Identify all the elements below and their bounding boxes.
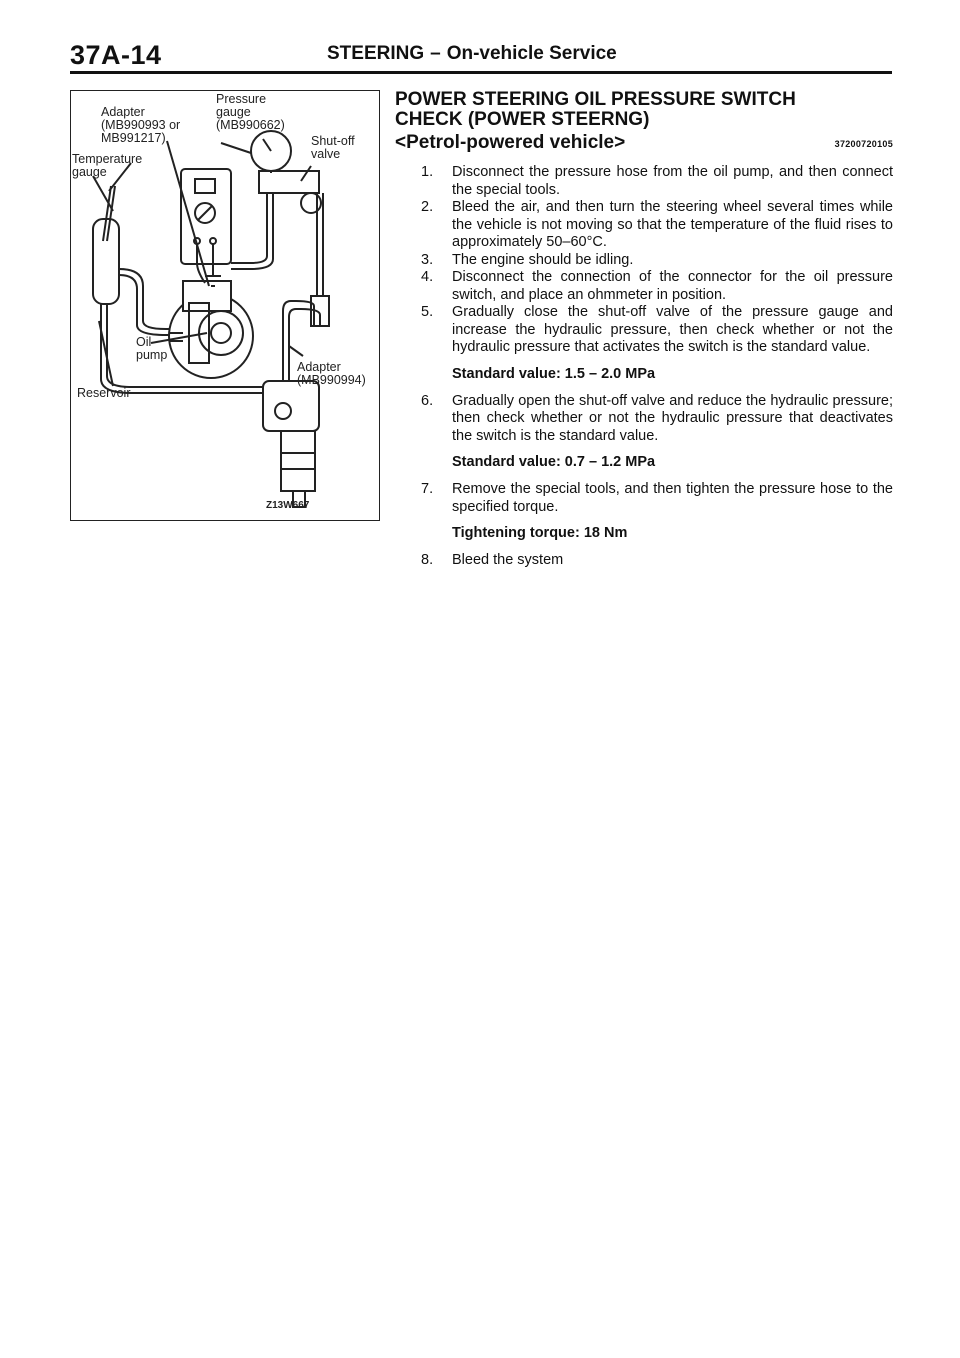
callout-adapter-left: Adapter (MB990993 or MB991217) bbox=[101, 105, 181, 145]
step-number: 5. bbox=[421, 304, 434, 320]
vehicle-subtitle: <Petrol-powered vehicle> bbox=[395, 132, 626, 153]
step-5 bbox=[395, 304, 893, 357]
step-number: 8. bbox=[421, 552, 434, 568]
header-rule bbox=[70, 71, 892, 74]
step-text: Bleed the system bbox=[452, 552, 564, 568]
callout-shutoff-valve: Shut-off valve bbox=[311, 134, 355, 161]
callout-oil-pump: Oil pump bbox=[136, 335, 168, 362]
oil-pressure-switch-illustration bbox=[70, 90, 380, 521]
step-text: Disconnect the pressure hose from the oil pump, and then connect the special tools. bbox=[452, 164, 893, 198]
step-text: Gradually close the shut-off valve of the pressure gauge and increase the hydraulic pressure, then check whether or not the hydraulic pressure that activates the switch is the standard value. bbox=[452, 304, 893, 355]
tightening-torque: Tightening torque: 18 Nm bbox=[452, 525, 628, 541]
procedure-steps-continued-2 bbox=[395, 481, 893, 516]
step-number: 2. bbox=[421, 199, 434, 215]
section-title-line1: POWER STEERING OIL PRESSURE SWITCH bbox=[395, 89, 796, 110]
standard-value-activate: Standard value: 1.5 – 2.0 MPa bbox=[452, 365, 656, 382]
figure-code: Z13W667 bbox=[266, 500, 310, 511]
step-4 bbox=[395, 269, 893, 304]
step-number: 6. bbox=[421, 392, 434, 409]
callout-adapter-right: Adapter (MB990994) bbox=[297, 360, 366, 387]
step-text: The engine should be idling. bbox=[452, 251, 634, 268]
step-number: 7. bbox=[421, 481, 434, 497]
step-text: Remove the special tools, and then tighten the pressure hose to the specified torque. bbox=[452, 481, 893, 515]
step-text: Gradually open the shut-off valve and reduce the hydraulic pressure; then check whether or not the hydraulic pressure that deactivates the switch is the standard value. bbox=[452, 392, 893, 444]
callout-pressure-gauge: Pressure gauge (MB990662) bbox=[216, 92, 285, 132]
step-3 bbox=[395, 252, 893, 270]
section-title bbox=[395, 90, 893, 130]
subtitle-row bbox=[395, 130, 893, 154]
step-number: 4. bbox=[421, 269, 434, 285]
step-2 bbox=[395, 199, 893, 252]
section-code: 37200720105 bbox=[834, 139, 893, 149]
procedure-steps bbox=[395, 164, 893, 357]
step-7 bbox=[395, 481, 893, 516]
standard-value-deactivate: Standard value: 0.7 – 1.2 MPa bbox=[452, 454, 656, 470]
procedure-steps-continued bbox=[395, 393, 893, 446]
procedure-content bbox=[395, 90, 893, 570]
step-1 bbox=[395, 164, 893, 199]
header-title bbox=[327, 43, 617, 65]
step-text: Bleed the air, and then turn the steering wheel several times while the vehicle is not moving so that the temperature of the fluid rises to approximately 50–60°C. bbox=[452, 199, 893, 250]
callout-temperature-gauge: Temperature gauge bbox=[72, 152, 143, 179]
step-text: Disconnect the connection of the connector for the oil pressure switch, and place an ohmmeter in position. bbox=[452, 269, 893, 303]
step-6 bbox=[395, 393, 893, 446]
step-number: 1. bbox=[421, 164, 434, 180]
callout-reservoir: Reservoir bbox=[77, 386, 131, 400]
step-number: 3. bbox=[421, 251, 434, 268]
procedure-steps-continued-3 bbox=[395, 552, 893, 570]
page-number: 37A-14 bbox=[70, 40, 162, 70]
header-separator: – bbox=[430, 43, 441, 64]
header-subsection: On-vehicle Service bbox=[446, 43, 617, 64]
header-section: STEERING bbox=[327, 43, 425, 64]
section-title-line2: CHECK (POWER STEERNG) bbox=[395, 109, 650, 130]
step-8 bbox=[395, 552, 893, 570]
